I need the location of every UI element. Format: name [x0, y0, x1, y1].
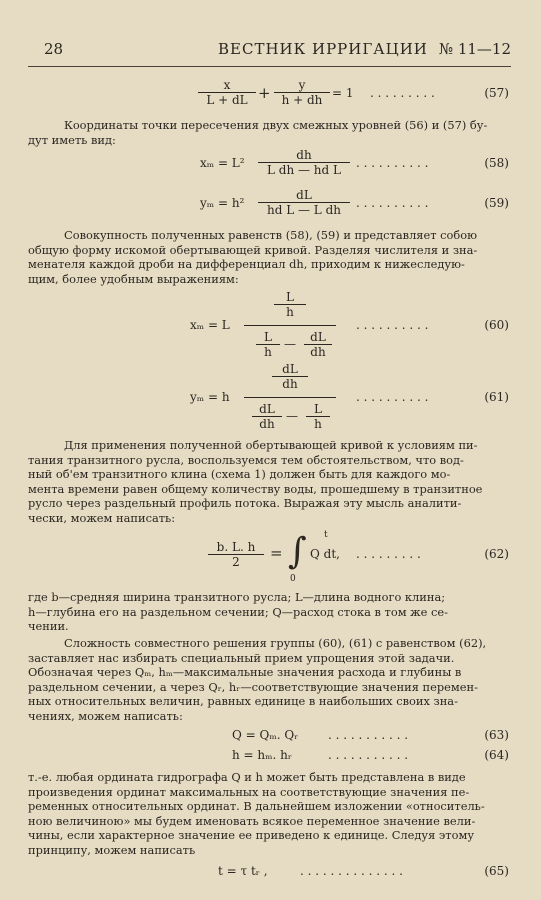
paragraph-2 — [28, 228, 520, 286]
text-line: ною величиною» мы будем именовать всякое переменное значение вели- — [28, 813, 476, 828]
text-line: h—глубина его на раздельном сечении; Q—расход стока в том же се- — [28, 604, 448, 619]
equation-body: t = τ tᵣ , — [218, 864, 268, 878]
dot-leader: . . . . . . . . . . — [356, 390, 429, 404]
text-line: Сложность совместного решения группы (60), (61) с равенством (62), — [64, 636, 487, 650]
integrand: Q dt, — [310, 547, 340, 561]
equation-lhs: xₘ = L — [190, 318, 230, 332]
fraction-denominator: L + dL — [206, 93, 248, 107]
equation-number: (58) — [484, 156, 509, 170]
text-line: Совокупность полученных равенств (58), (59) и представляет собою — [64, 228, 478, 242]
equation-63 — [0, 728, 541, 744]
fraction-denominator: hd L — L dh — [266, 203, 341, 217]
fraction-numerator: dL — [252, 402, 282, 417]
text-line: чении. — [28, 619, 69, 634]
text-line: Для применения полученной обертывающей кривой к условиям пи- — [64, 438, 478, 452]
dot-leader: . . . . . . . . . . — [356, 156, 429, 170]
fraction-numerator: L — [256, 330, 280, 345]
main-fraction-bar — [244, 397, 336, 398]
minus-sign: — — [284, 337, 296, 351]
fraction-denominator: dh — [282, 377, 298, 391]
fraction-numerator: dL — [304, 330, 332, 345]
fraction-numerator: b. L. h — [208, 540, 264, 555]
text-line: Обозначая через Qₘ, hₘ—максимальные значения расхода и глубины в — [28, 665, 462, 680]
paragraph-3 — [28, 438, 520, 526]
equation-number: (64) — [484, 748, 509, 762]
equation-58 — [0, 148, 541, 180]
text-line: менателя каждой дроби на дифференциал dh, приходим к нижеследую- — [28, 257, 465, 272]
fraction-denominator: L dh — hd L — [266, 163, 341, 177]
text-line: мента времени равен общему количеству воды, прошедшему в транзитное — [28, 481, 483, 496]
equation-body: Q = Qₘ. Qᵣ — [232, 728, 299, 742]
equation-60 — [0, 290, 541, 362]
equation-number: (59) — [484, 196, 509, 210]
fraction-denominator: h — [314, 417, 322, 431]
dot-leader: . . . . . . . . . . . . . . — [300, 864, 403, 878]
fraction-numerator: dh — [258, 148, 350, 163]
text-line: дут иметь вид: — [28, 132, 116, 147]
equation-61 — [0, 362, 541, 434]
text-line: чески, можем написать: — [28, 510, 176, 525]
fraction-numerator: L — [274, 290, 306, 305]
equation-number: (61) — [484, 390, 509, 404]
integral-lower-limit: 0 — [290, 574, 296, 584]
equation-number: (63) — [484, 728, 509, 742]
text-line: тания транзитного русла, воспользуемся тем обстоятельством, что вод- — [28, 452, 464, 467]
equation-lhs: xₘ = L² — [200, 156, 245, 170]
fraction-denominator: dh — [259, 417, 275, 431]
page-number: 28 — [44, 40, 64, 58]
equation-number: (65) — [484, 864, 509, 878]
text-line: общую форму искомой обертывающей кривой. Разделяя числителя и зна- — [28, 242, 478, 257]
dot-leader: . . . . . . . . . . . — [328, 748, 409, 762]
equation-number: (62) — [484, 547, 509, 561]
integral-upper-limit: t — [324, 530, 328, 540]
fraction-denominator: h + dh — [281, 93, 323, 107]
text-line: ременных относительных ординат. В дальнейшем изложении «относитель- — [28, 799, 485, 814]
minus-sign: — — [286, 409, 298, 423]
text-line: чениях, можем написать: — [28, 708, 183, 723]
equation-lhs: yₘ = h — [190, 390, 230, 404]
equation-59 — [0, 188, 541, 220]
text-line: раздельном сечении, а через Qᵣ, hᵣ—соответствующие значения перемен- — [28, 679, 478, 694]
text-line: т.-е. любая ордината гидрографа Q и h может быть представлена в виде — [28, 770, 466, 784]
fraction-denominator: 2 — [232, 555, 240, 569]
paragraph-4 — [28, 590, 520, 634]
fraction-denominator: dh — [310, 345, 326, 359]
dot-leader: . . . . . . . . . — [356, 547, 421, 561]
text-line: щим, более удобным выражениям: — [28, 271, 239, 286]
text-line: чины, если характерное значение ее приведено к единице. Следуя этому — [28, 828, 475, 843]
plus-sign: + — [258, 84, 271, 102]
text-line: произведения ординат максимальных на соответствующие значения пе- — [28, 784, 470, 799]
text-line: заставляет нас избирать специальный прием упрощения этой задачи. — [28, 650, 455, 665]
integral-sign: ∫ — [288, 531, 307, 572]
fraction-numerator: dL — [272, 362, 308, 377]
fraction-numerator: x — [198, 78, 256, 93]
equation-57 — [0, 78, 541, 112]
equation-lhs: yₘ = h² — [200, 196, 245, 210]
equation-body: h = hₘ. hᵣ — [232, 748, 293, 762]
equation-rhs: = 1 — [332, 86, 354, 100]
running-header — [28, 40, 511, 60]
dot-leader: . . . . . . . . . . — [356, 196, 429, 210]
text-line: где b—средняя ширина транзитного русла; L—длина водного клина; — [28, 590, 446, 604]
equation-number: (57) — [484, 86, 509, 100]
dot-leader: . . . . . . . . . . — [356, 318, 429, 332]
paragraph-5 — [28, 636, 520, 724]
text-line: русло через раздельный профиль потока. Выражая эту мысль аналити- — [28, 496, 462, 511]
header-rule — [28, 66, 511, 67]
text-line: Координаты точки пересечения двух смежных уровней (56) и (57) бу- — [64, 118, 488, 132]
equation-64 — [0, 748, 541, 764]
dot-leader: . . . . . . . . . . . — [328, 728, 409, 742]
paragraph-1 — [28, 118, 520, 147]
equation-62 — [0, 528, 541, 584]
fraction-numerator: L — [306, 402, 330, 417]
text-line: ный об'ем транзитного клина (схема 1) должен быть для каждого мо- — [28, 467, 451, 482]
fraction-denominator: h — [286, 305, 294, 319]
text-line: принципу, можем написать — [28, 842, 196, 857]
equals-sign: = — [270, 544, 283, 562]
equation-number: (60) — [484, 318, 509, 332]
paragraph-6 — [28, 770, 520, 858]
text-line: ных относительных величин, равных единице в наибольших своих зна- — [28, 694, 458, 709]
journal-title: ВЕСТНИК ИРРИГАЦИИ — [218, 40, 428, 58]
dot-leader: . . . . . . . . . — [370, 86, 435, 100]
equation-65 — [0, 864, 541, 880]
fraction-numerator: dL — [258, 188, 350, 203]
fraction-numerator: y — [274, 78, 330, 93]
issue-number: № 11—12 — [438, 40, 511, 58]
fraction-denominator: h — [264, 345, 272, 359]
main-fraction-bar — [244, 325, 336, 326]
